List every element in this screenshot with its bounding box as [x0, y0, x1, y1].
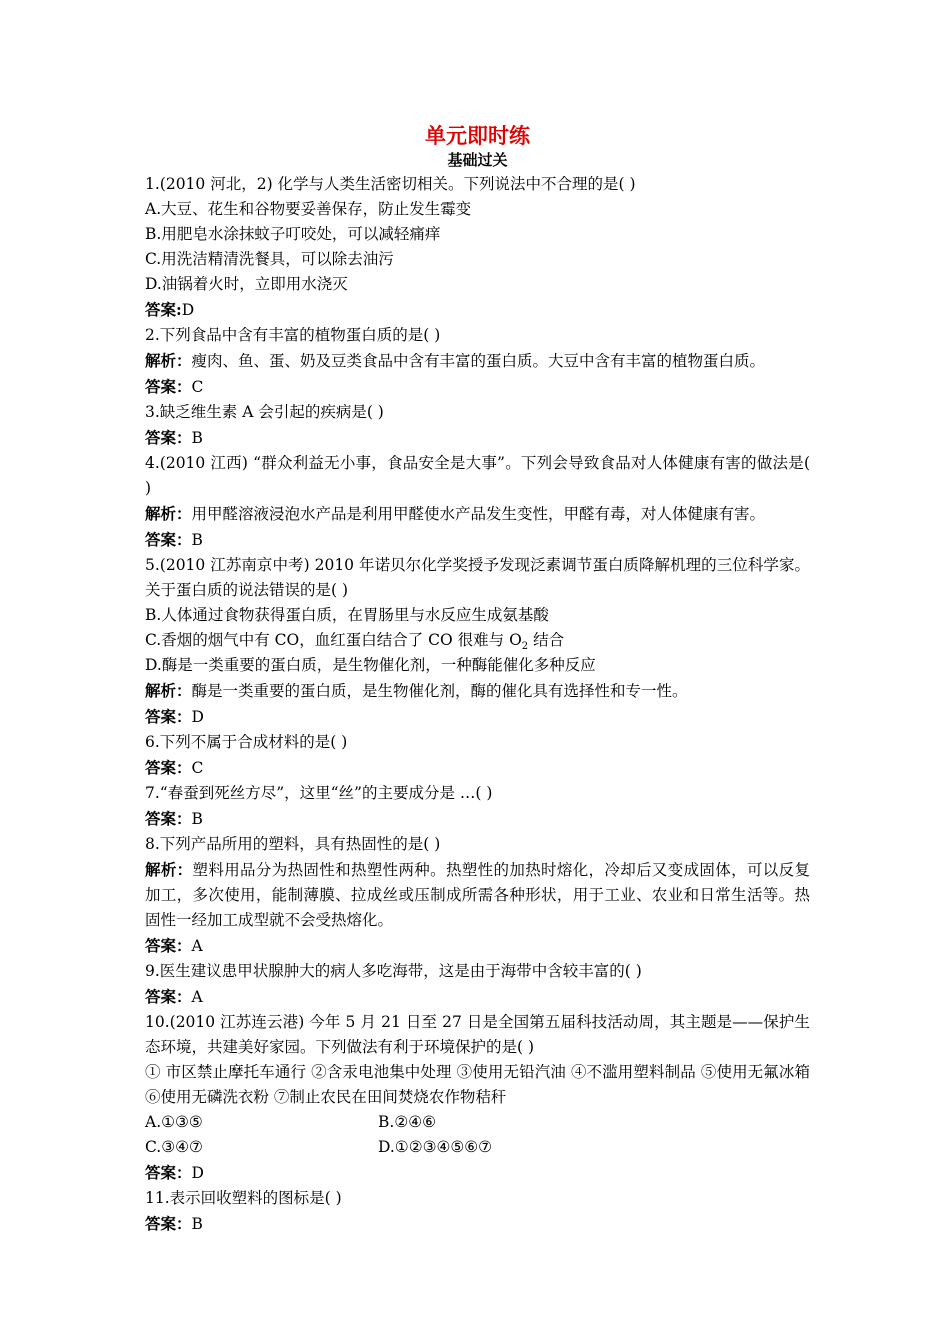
question-10-option-b: B.②④⑥: [378, 1113, 437, 1131]
answer-value: D: [181, 301, 195, 319]
question-11-answer: [145, 1211, 810, 1237]
question-1-stem: 1.(2010 河北，2) 化学与人类生活密切相关。下列说法中不合理的是( ): [145, 175, 636, 193]
question-10-option-c: C.③④⑦: [145, 1138, 203, 1156]
question-10-option-a: A.①③⑤: [145, 1113, 203, 1131]
question-4-analysis: [145, 501, 810, 527]
question-11-stem: 11.表示回收塑料的图标是( ): [145, 1189, 342, 1207]
section-subtitle: 基础过关: [447, 151, 508, 169]
question-10-options-row-2: [145, 1135, 810, 1160]
question-8-analysis: [145, 857, 810, 933]
option-c-text-end: 结合: [528, 631, 565, 649]
answer-label: 答案：: [145, 987, 192, 1006]
question-10-items: ① 市区禁止摩托车通行 ②含汞电池集中处理 ③使用无铅汽油 ④不滥用塑料制品 ⑤使用无氟冰箱 ⑥使用无磷洗衣粉 ⑦制止农民在田间焚烧农作物秸秆: [145, 1063, 810, 1106]
question-3-answer: [145, 425, 810, 451]
analysis-text: 用甲醛溶液浸泡水产品是利用甲醛使水产品发生变性，甲醛有毒，对人体健康有害。: [191, 505, 766, 523]
analysis-text: 塑料用品分为热固性和热塑性两种。热塑性的加热时熔化，冷却后又变成固体，可以反复加工，多次使用，能制薄膜、拉成丝或压制成所需各种形状，用于工业、农业和日常生活等。热固性一经加工成型就不会受热熔化。: [145, 861, 810, 929]
answer-value: A: [191, 988, 203, 1006]
document-page: [145, 122, 810, 1237]
analysis-label: 解析：: [145, 351, 192, 370]
question-8-answer: [145, 933, 810, 959]
question-1-answer: [145, 297, 810, 323]
answer-label: 答案：: [145, 1214, 192, 1233]
option-c-text: C.香烟的烟气中有 CO，血红蛋白结合了 CO 很难与 O: [145, 631, 522, 649]
subscript: 2: [521, 641, 529, 653]
question-10-answer: [145, 1160, 810, 1186]
question-7-answer: [145, 806, 810, 832]
answer-value: B: [191, 429, 203, 447]
analysis-label: 解析：: [145, 504, 192, 523]
answer-value: D: [191, 708, 204, 726]
question-1-option-c: C.用洗洁精清洗餐具，可以除去油污: [145, 250, 394, 268]
question-1-option-b: B.用肥皂水涂抹蚊子叮咬处，可以减轻痛痒: [145, 225, 441, 243]
question-10-options-row-1: [145, 1110, 810, 1135]
answer-value: C: [191, 378, 204, 396]
question-6-stem: 6.下列不属于合成材料的是( ): [145, 733, 348, 751]
analysis-label: 解析：: [145, 681, 192, 700]
question-7-stem: 7.“春蚕到死丝方尽”，这里“丝”的主要成分是 …( ): [145, 784, 493, 802]
analysis-text: 酶是一类重要的蛋白质，是生物催化剂，酶的催化具有选择性和专一性。: [191, 682, 688, 700]
answer-label: 答案：: [145, 758, 192, 777]
answer-label: 答案：: [145, 530, 192, 549]
question-5-analysis: [145, 678, 810, 704]
answer-value: D: [191, 1164, 204, 1182]
question-1-option-d: D.油锅着火时，立即用水浇灭: [145, 275, 348, 293]
answer-value: C: [191, 759, 204, 777]
question-4-stem: 4.(2010 江西) “群众利益无小事，食品安全是大事”。下列会导致食品对人体健康有害的做法是( ): [145, 454, 810, 497]
question-6-answer: [145, 755, 810, 781]
answer-value: B: [191, 531, 203, 549]
answer-label: 答案：: [145, 936, 192, 955]
question-3-stem: 3.缺乏维生素 A 会引起的疾病是( ): [145, 403, 384, 421]
answer-label: 答案：: [145, 428, 192, 447]
answer-label: 答案：: [145, 377, 192, 396]
question-5-option-d: D.酶是一类重要的蛋白质，是生物催化剂，一种酶能催化多种反应: [145, 656, 596, 674]
answer-label: 答案：: [145, 1163, 192, 1182]
question-9-answer: [145, 984, 810, 1010]
question-5-option-c: [145, 628, 810, 653]
page-title: 单元即时练: [425, 124, 530, 148]
analysis-text: 瘦肉、鱼、蛋、奶及豆类食品中含有丰富的蛋白质。大豆中含有丰富的植物蛋白质。: [191, 352, 766, 370]
answer-label: 答案：: [145, 707, 192, 726]
question-8-stem: 8.下列产品所用的塑料，具有热固性的是( ): [145, 835, 441, 853]
answer-label: 答案：: [145, 809, 192, 828]
answer-value: A: [191, 937, 203, 955]
question-2-stem: 2.下列食品中含有丰富的植物蛋白质的是( ): [145, 326, 441, 344]
answer-value: B: [191, 810, 203, 828]
question-1-option-a: A.大豆、花生和谷物要妥善保存，防止发生霉变: [145, 200, 472, 218]
question-10-option-d: D.①②③④⑤⑥⑦: [378, 1138, 493, 1156]
answer-value: B: [191, 1215, 203, 1233]
question-2-answer: [145, 374, 810, 400]
analysis-label: 解析：: [145, 860, 193, 879]
question-4-answer: [145, 527, 810, 553]
answer-label: 答案:: [145, 300, 182, 319]
question-9-stem: 9.医生建议患甲状腺肿大的病人多吃海带，这是由于海带中含较丰富的( ): [145, 962, 642, 980]
question-10-stem: 10.(2010 江苏连云港) 今年 5 月 21 日至 27 日是全国第五届科技活动周，其主题是——保护生态环境，共建美好家园。下列做法有利于环境保护的是( ): [145, 1013, 810, 1056]
question-2-analysis: [145, 348, 810, 374]
question-5-stem: 5.(2010 江苏南京中考) 2010 年诺贝尔化学奖授予发现泛素调节蛋白质降解机理的三位科学家。关于蛋白质的说法错误的是( ): [145, 556, 810, 599]
question-5-option-b: B.人体通过食物获得蛋白质，在胃肠里与水反应生成氨基酸: [145, 606, 549, 624]
question-5-answer: [145, 704, 810, 730]
